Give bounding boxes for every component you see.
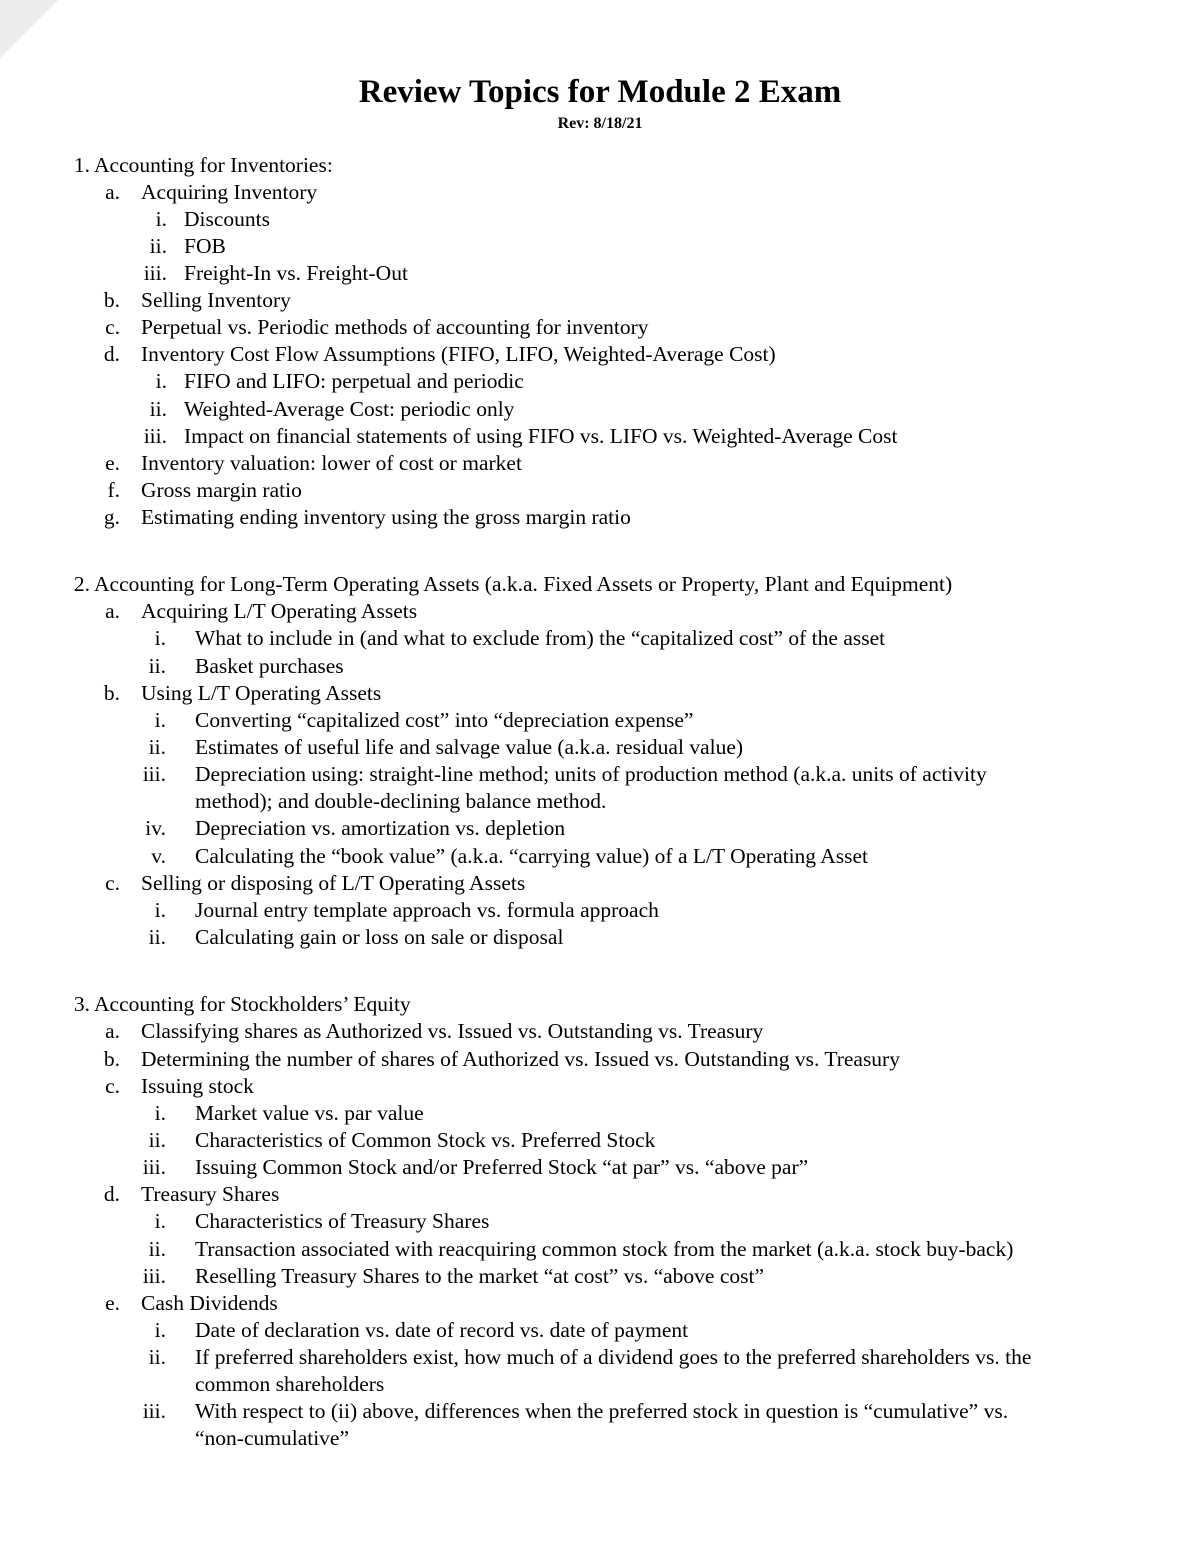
list-item xyxy=(0,680,1200,707)
list-text: Selling or disposing of L/T Operating Assets xyxy=(141,871,526,895)
list-text: If preferred shareholders exist, how much of a dividend goes to the preferred shareholders vs. the xyxy=(195,1345,1032,1369)
list-number: g. xyxy=(103,505,120,529)
list-number: a. xyxy=(105,180,120,204)
list-item xyxy=(0,1018,1200,1045)
list-subitem-continuation xyxy=(0,788,1200,815)
list-subitem xyxy=(0,1208,1200,1235)
list-number: d. xyxy=(103,342,120,366)
list-number: ii. xyxy=(148,1237,166,1261)
list-text: Issuing Common Stock and/or Preferred Stock “at par” vs. “above par” xyxy=(195,1155,809,1179)
list-subitem xyxy=(0,897,1200,924)
list-number: i. xyxy=(154,1101,166,1125)
list-item xyxy=(0,504,1200,531)
list-text: Calculating the “book value” (a.k.a. “carrying value) of a L/T Operating Asset xyxy=(195,844,869,868)
list-number: f. xyxy=(107,478,120,502)
list-number: iii. xyxy=(142,1264,166,1288)
list-text: Accounting for Long-Term Operating Assets (a.k.a. Fixed Assets or Property, Plant and Equipment) xyxy=(94,572,953,596)
list-text: Converting “capitalized cost” into “depreciation expense” xyxy=(195,708,694,732)
list-subitem xyxy=(0,625,1200,652)
list-text: Journal entry template approach vs. formula approach xyxy=(195,898,659,922)
list-item xyxy=(0,179,1200,206)
list-number: iv. xyxy=(145,816,166,840)
list-number: i. xyxy=(155,369,167,393)
list-subitem-continuation xyxy=(0,1371,1200,1398)
section-heading xyxy=(0,152,1200,179)
list-text: Depreciation vs. amortization vs. depletion xyxy=(195,816,566,840)
list-number: v. xyxy=(151,844,166,868)
list-number: i. xyxy=(154,1318,166,1342)
section-heading xyxy=(0,991,1200,1018)
list-number: ii. xyxy=(149,397,167,421)
list-text: Market value vs. par value xyxy=(195,1101,424,1125)
list-number: iii. xyxy=(142,1399,166,1423)
list-number: 2. xyxy=(73,572,90,596)
list-subitem xyxy=(0,1344,1200,1371)
list-number: b. xyxy=(103,1047,120,1071)
list-subitem xyxy=(0,761,1200,788)
list-number: 3. xyxy=(73,992,90,1016)
list-text: Inventory Cost Flow Assumptions (FIFO, LIFO, Weighted-Average Cost) xyxy=(141,342,776,366)
list-item xyxy=(0,598,1200,625)
list-number: i. xyxy=(154,708,166,732)
list-text: Estimates of useful life and salvage value (a.k.a. residual value) xyxy=(195,735,744,759)
list-number: c. xyxy=(105,1074,120,1098)
list-text: Accounting for Inventories: xyxy=(94,153,333,177)
list-subitem xyxy=(0,423,1200,450)
list-text: Characteristics of Common Stock vs. Preferred Stock xyxy=(195,1128,656,1152)
list-number: iii. xyxy=(143,424,167,448)
list-number: ii. xyxy=(148,1345,166,1369)
list-number: 1. xyxy=(73,153,90,177)
list-item xyxy=(0,1073,1200,1100)
list-text: Classifying shares as Authorized vs. Issued vs. Outstanding vs. Treasury xyxy=(141,1019,764,1043)
list-subitem xyxy=(0,260,1200,287)
list-text: Impact on financial statements of using FIFO vs. LIFO vs. Weighted-Average Cost xyxy=(184,424,898,448)
list-number: a. xyxy=(105,599,120,623)
list-text: Characteristics of Treasury Shares xyxy=(195,1209,490,1233)
list-number: b. xyxy=(103,681,120,705)
list-text: Date of declaration vs. date of record vs. date of payment xyxy=(195,1318,689,1342)
list-subitem-continuation xyxy=(0,1425,1200,1452)
list-text: “non-cumulative” xyxy=(195,1426,350,1450)
list-item xyxy=(0,450,1200,477)
list-text: Basket purchases xyxy=(195,654,344,678)
revision-date: Rev: 8/18/21 xyxy=(557,115,643,132)
list-subitem xyxy=(0,368,1200,395)
list-item xyxy=(0,477,1200,504)
list-number: e. xyxy=(105,1291,120,1315)
list-number: ii. xyxy=(148,735,166,759)
list-subitem xyxy=(0,233,1200,260)
list-text: Inventory valuation: lower of cost or market xyxy=(141,451,522,475)
list-item xyxy=(0,1046,1200,1073)
list-text: Accounting for Stockholders’ Equity xyxy=(94,992,411,1016)
list-text: method); and double-declining balance method. xyxy=(195,789,607,813)
page-corner-fold xyxy=(0,0,58,58)
list-text: Weighted-Average Cost: periodic only xyxy=(184,397,515,421)
list-subitem xyxy=(0,734,1200,761)
list-subitem xyxy=(0,1154,1200,1181)
list-subitem xyxy=(0,1236,1200,1263)
list-number: ii. xyxy=(148,654,166,678)
list-subitem xyxy=(0,1127,1200,1154)
list-number: ii. xyxy=(149,234,167,258)
list-number: c. xyxy=(105,315,120,339)
list-number: a. xyxy=(105,1019,120,1043)
list-subitem xyxy=(0,653,1200,680)
section-heading xyxy=(0,571,1200,598)
list-text: Acquiring Inventory xyxy=(141,180,318,204)
list-text: FOB xyxy=(184,234,226,258)
list-subitem xyxy=(0,1398,1200,1425)
list-text: Perpetual vs. Periodic methods of accounting for inventory xyxy=(141,315,649,339)
list-text: common shareholders xyxy=(195,1372,385,1396)
list-number: e. xyxy=(105,451,120,475)
list-number: i. xyxy=(154,1209,166,1233)
list-item xyxy=(0,341,1200,368)
list-text: Acquiring L/T Operating Assets xyxy=(141,599,418,623)
list-item xyxy=(0,314,1200,341)
list-number: iii. xyxy=(143,261,167,285)
list-text: With respect to (ii) above, differences when the preferred stock in question is “cumulative” vs. xyxy=(195,1399,1009,1423)
list-text: Freight-In vs. Freight-Out xyxy=(184,261,408,285)
list-subitem xyxy=(0,707,1200,734)
list-item xyxy=(0,870,1200,897)
list-text: Determining the number of shares of Authorized vs. Issued vs. Outstanding vs. Treasury xyxy=(141,1047,900,1071)
list-number: i. xyxy=(154,626,166,650)
list-subitem xyxy=(0,206,1200,233)
list-subitem xyxy=(0,843,1200,870)
list-text: FIFO and LIFO: perpetual and periodic xyxy=(184,369,524,393)
list-text: What to include in (and what to exclude from) the “capitalized cost” of the asset xyxy=(195,626,886,650)
document-title: Review Topics for Module 2 Exam xyxy=(358,74,842,110)
list-number: d. xyxy=(103,1182,120,1206)
list-text: Selling Inventory xyxy=(141,288,291,312)
list-text: Transaction associated with reacquiring common stock from the market (a.k.a. stock buy-back) xyxy=(195,1237,1014,1261)
list-item xyxy=(0,287,1200,314)
list-subitem xyxy=(0,924,1200,951)
list-number: i. xyxy=(155,207,167,231)
list-number: ii. xyxy=(148,925,166,949)
list-text: Cash Dividends xyxy=(141,1291,278,1315)
list-number: b. xyxy=(103,288,120,312)
list-item xyxy=(0,1181,1200,1208)
list-text: Discounts xyxy=(184,207,270,231)
list-subitem xyxy=(0,1263,1200,1290)
list-text: Estimating ending inventory using the gross margin ratio xyxy=(141,505,631,529)
list-text: Issuing stock xyxy=(141,1074,254,1098)
list-number: iii. xyxy=(142,1155,166,1179)
list-subitem xyxy=(0,396,1200,423)
list-text: Reselling Treasury Shares to the market “at cost” vs. “above cost” xyxy=(195,1264,765,1288)
list-subitem xyxy=(0,1100,1200,1127)
list-text: Depreciation using: straight-line method; units of production method (a.k.a. units of activity xyxy=(195,762,987,786)
list-subitem xyxy=(0,1317,1200,1344)
list-text: Gross margin ratio xyxy=(141,478,302,502)
list-number: ii. xyxy=(148,1128,166,1152)
list-number: iii. xyxy=(142,762,166,786)
list-number: c. xyxy=(105,871,120,895)
list-number: i. xyxy=(154,898,166,922)
list-text: Calculating gain or loss on sale or disposal xyxy=(195,925,564,949)
list-text: Using L/T Operating Assets xyxy=(141,681,382,705)
list-text: Treasury Shares xyxy=(141,1182,280,1206)
list-item xyxy=(0,1290,1200,1317)
list-subitem xyxy=(0,815,1200,842)
